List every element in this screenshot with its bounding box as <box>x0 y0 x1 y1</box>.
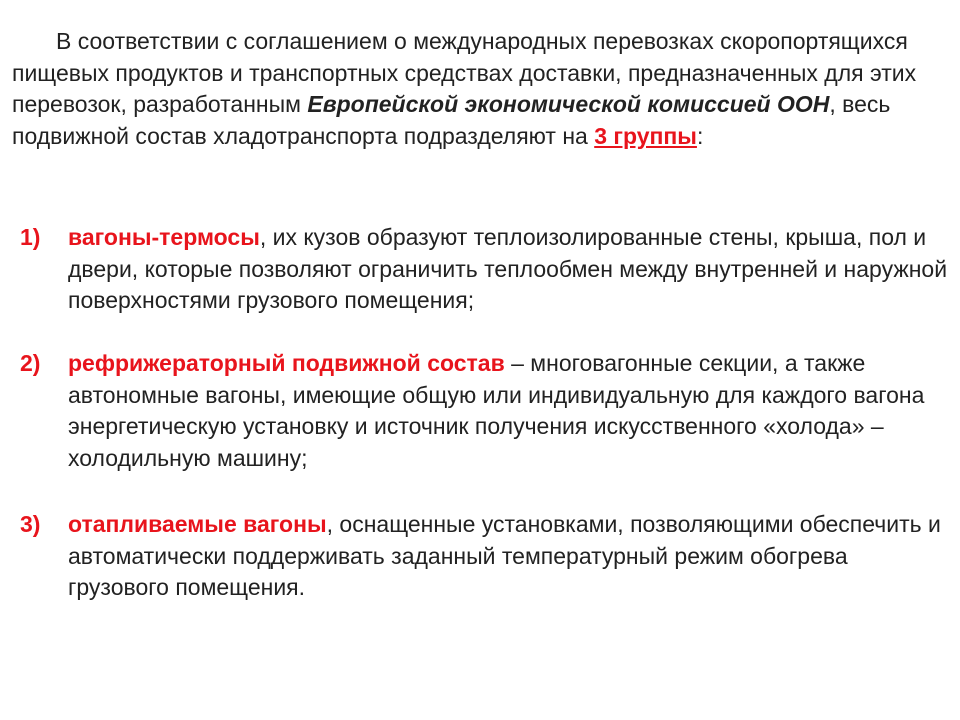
list-item-number: 2) <box>20 350 41 376</box>
list-item-term: отапливаемые вагоны <box>68 511 327 537</box>
intro-emphasis-unece: Европейской экономической комиссией ООН <box>307 91 830 118</box>
intro-text-3: : <box>696 122 704 149</box>
list-item-number: 3) <box>20 511 41 537</box>
list-item-body <box>68 222 950 317</box>
list-item-body <box>68 348 950 474</box>
list-item-term: вагоны-термосы <box>68 224 260 250</box>
intro-text-1: В соответствии с соглашением о международных перевозках скоропортящихся пищевых продуктов и транспортных средствах доставки, предназначенных для этих перевозок, разработанным <box>12 28 917 118</box>
list-item-text: – многовагонные секции, а также автономные вагоны, имеющие общую или индивидуальную для каждого вагона энергетическую установку и источник получения искусственного «холода» – холодильную машину; <box>68 350 925 471</box>
list-item-text: , их кузов образуют теплоизолированные стены, крыша, пол и двери, которые позволяют ограничить теплообмен между внутренней и наружной поверхностями грузового помещения; <box>68 224 948 314</box>
list-item-body <box>68 509 950 604</box>
intro-paragraph <box>12 26 952 152</box>
list-item-term: рефрижераторный подвижной состав <box>68 350 505 376</box>
list-item-number: 1) <box>20 224 41 250</box>
list-item-2 <box>20 348 950 474</box>
intro-groups-highlight: 3 группы <box>594 122 697 149</box>
list-item-text: , оснащенные установками, позволяющими обеспечить и автоматически поддерживать заданный температурный режим обогрева грузового помещения. <box>68 511 941 601</box>
list-item-3 <box>20 509 950 604</box>
list-item-1 <box>20 222 950 317</box>
intro-text-2: , весь подвижной состав хладотранспорта подразделяют на <box>12 91 891 149</box>
